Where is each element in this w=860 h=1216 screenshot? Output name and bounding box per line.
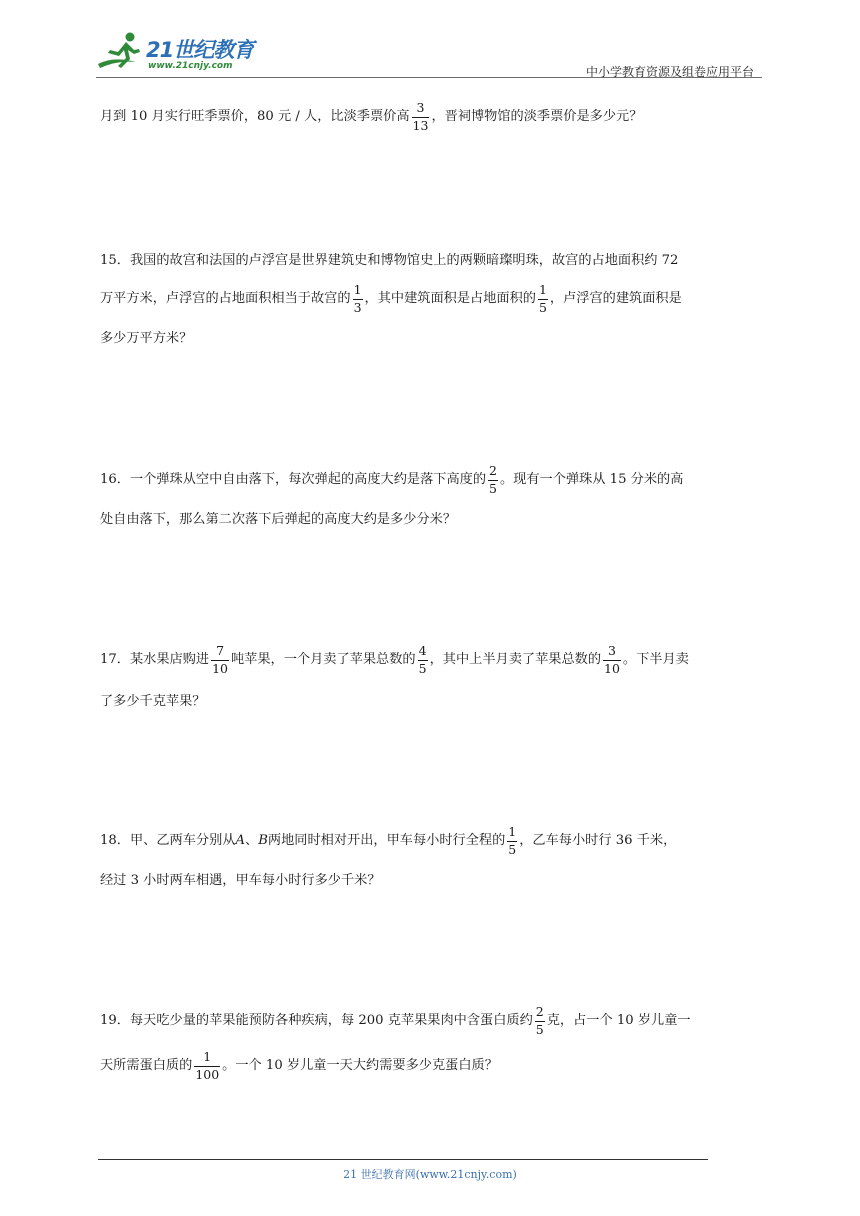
fraction-denominator: 5	[489, 480, 497, 496]
text: 。一个 10 岁儿童一天大约需要多少克蛋白质？	[222, 1058, 498, 1074]
text: ，其中建筑面积是占地面积的	[364, 291, 536, 307]
text: ，卢浮宫的建筑面积是	[549, 291, 682, 307]
fraction-denominator: 5	[508, 841, 517, 857]
fraction-numerator: 7	[216, 643, 225, 658]
question-18-line-1	[100, 824, 677, 857]
footer-link[interactable]: 21 世纪教育网(www.21cnjy.com)	[343, 1168, 517, 1181]
fraction-denominator: 5	[535, 1021, 544, 1037]
question-18-line-2	[100, 872, 381, 890]
header-divider	[96, 77, 762, 78]
text: 。现有一个弹珠从 15 分米的高	[499, 472, 684, 488]
fraction-numerator: 2	[489, 463, 497, 478]
page-header	[96, 30, 762, 78]
fraction-numerator: 1	[203, 1049, 212, 1064]
text: 。下半月卖	[622, 652, 689, 668]
text: 两地同时相对开出，甲车每小时行全程的	[267, 833, 506, 849]
fraction	[488, 465, 498, 495]
text: ，乙车每小时行 36 千米，	[519, 833, 677, 849]
logo-url: www.21cnjy.com	[148, 61, 233, 71]
text: 、	[245, 833, 259, 849]
site-logo[interactable]	[96, 30, 266, 76]
fraction-denominator: 13	[412, 117, 429, 133]
text: ，其中上半月卖了苹果总数的	[429, 652, 602, 668]
fraction-denominator: 5	[418, 660, 427, 676]
fraction-numerator: 1	[353, 282, 362, 297]
runner-logo-icon	[96, 30, 148, 76]
fraction-denominator: 10	[212, 660, 228, 676]
fraction	[211, 645, 229, 675]
fraction	[418, 645, 428, 675]
fraction-denominator: 5	[538, 299, 547, 315]
platform-name: 中小学教育资源及组卷应用平台	[585, 65, 754, 79]
text: 15．我国的故宫和法国的卢浮宫是世界建筑史和博物馆史上的两颗暗璨明珠，故宫的占地面积约 72	[100, 253, 679, 269]
question-17-line-1	[100, 643, 689, 676]
text: 17．某水果店购进	[100, 652, 210, 668]
fraction	[507, 826, 517, 856]
question-16-line-1	[100, 463, 684, 496]
footer-divider	[98, 1159, 708, 1160]
question-15-line-2	[100, 282, 682, 315]
fraction-denominator: 3	[353, 299, 362, 315]
text: 吨苹果，一个月卖了苹果总数的	[231, 652, 416, 668]
fraction-numerator: 1	[538, 282, 547, 297]
text: 多少万平方米？	[100, 331, 193, 347]
text: 月到 10 月实行旺季票价，80 元 / 人，比淡季票价高	[100, 109, 410, 125]
text: 处自由落下，那么第二次落下后弹起的高度大约是多少分米？	[100, 512, 457, 528]
text: 天所需蛋白质的	[100, 1058, 193, 1074]
fraction-denominator: 10	[604, 660, 620, 676]
text: 了多少千克苹果？	[100, 694, 206, 710]
logo-text: 21世纪教育	[146, 38, 254, 62]
text: 19．每天吃少量的苹果能预防各种疾病，每 200 克苹果果肉中含蛋白质约	[100, 1013, 533, 1029]
fraction-denominator: 100	[195, 1066, 220, 1082]
text: 18．甲、乙两车分别从	[100, 833, 236, 849]
fraction-numerator: 4	[418, 643, 427, 658]
fraction	[538, 284, 548, 314]
fraction	[353, 284, 363, 314]
question-16-line-2	[100, 511, 456, 529]
fraction-numerator: 1	[508, 824, 517, 839]
text: ，晋祠博物馆的淡季票价是多少元？	[431, 109, 643, 125]
question-14-line-1	[100, 100, 643, 133]
text: 16．一个弹珠从空中自由落下，每次弹起的高度大约是落下高度的	[100, 472, 487, 488]
variable-b: B	[258, 833, 268, 849]
question-15-line-1	[100, 252, 678, 270]
fraction	[603, 645, 621, 675]
text: 万平方米，卢浮宫的占地面积相当于故宫的	[100, 291, 351, 307]
fraction-numerator: 3	[607, 643, 616, 658]
text: 经过 3 小时两车相遇，甲车每小时行多少千米？	[100, 873, 381, 889]
question-15-line-3	[100, 330, 192, 348]
fraction	[412, 102, 430, 132]
fraction-numerator: 3	[416, 100, 425, 115]
fraction	[194, 1051, 220, 1081]
question-19-line-1	[100, 1004, 691, 1037]
fraction	[535, 1006, 545, 1036]
text: 克，占一个 10 岁儿童一	[546, 1013, 691, 1029]
variable-a: A	[235, 833, 245, 849]
question-19-line-2	[100, 1049, 498, 1082]
question-17-line-2	[100, 693, 206, 711]
fraction-numerator: 2	[535, 1004, 544, 1019]
